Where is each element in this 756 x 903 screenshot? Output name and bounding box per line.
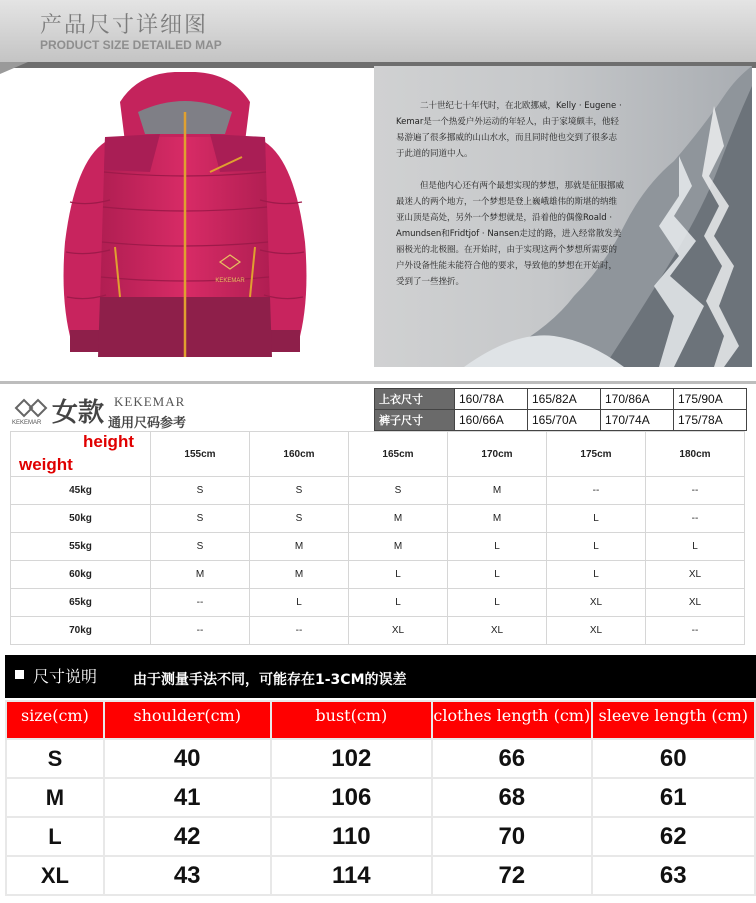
banner-title: 尺寸说明 bbox=[33, 667, 98, 686]
height-axis-label: height bbox=[83, 432, 134, 451]
size-cell: -- bbox=[250, 617, 349, 645]
size-cell: M bbox=[250, 533, 349, 561]
top-size-label: 上衣尺寸 bbox=[375, 389, 455, 410]
measurement-row bbox=[6, 739, 755, 778]
weight-cell: 70kg bbox=[11, 617, 151, 645]
size-label: L bbox=[6, 817, 104, 856]
size-reference-title: 通用尺码参考 bbox=[108, 416, 187, 431]
top-size-3: 170/86A bbox=[601, 389, 674, 410]
size-cell: L bbox=[547, 505, 646, 533]
jacket-image bbox=[20, 72, 350, 367]
size-cell: -- bbox=[151, 589, 250, 617]
size-cell: XL bbox=[547, 617, 646, 645]
header-title-cn: 产品尺寸详细图 bbox=[40, 13, 209, 38]
top-size-4: 175/90A bbox=[674, 389, 747, 410]
jacket-brand-text: KEKEMAR bbox=[215, 278, 245, 284]
bottom-size-1: 160/66A bbox=[455, 410, 528, 431]
header-bust: bust(cm) bbox=[271, 701, 433, 739]
size-cell: L bbox=[448, 561, 547, 589]
logo-caption: KEKEMAR bbox=[12, 420, 42, 426]
height-header: 165cm bbox=[349, 432, 448, 477]
general-size-table bbox=[374, 388, 747, 431]
sleeve-length-value: 60 bbox=[592, 739, 755, 778]
grid-corner bbox=[11, 432, 151, 477]
jacket-illustration bbox=[20, 72, 350, 367]
size-cell: S bbox=[151, 505, 250, 533]
grid-header-row bbox=[11, 432, 745, 477]
story-text bbox=[396, 98, 624, 306]
top-size-2: 165/82A bbox=[528, 389, 601, 410]
bust-value: 102 bbox=[271, 739, 433, 778]
clothes-length-value: 70 bbox=[432, 817, 591, 856]
measurement-row bbox=[6, 778, 755, 817]
bottom-size-4: 175/78A bbox=[674, 410, 747, 431]
measurement-table bbox=[5, 700, 756, 896]
grid-row bbox=[11, 505, 745, 533]
size-cell: M bbox=[349, 533, 448, 561]
bust-value: 114 bbox=[271, 856, 433, 895]
top-size-row bbox=[375, 389, 747, 410]
bullet-square-icon bbox=[15, 670, 24, 679]
size-cell: -- bbox=[646, 617, 745, 645]
bottom-size-row bbox=[375, 410, 747, 431]
shoulder-value: 40 bbox=[104, 739, 271, 778]
shoulder-value: 43 bbox=[104, 856, 271, 895]
sleeve-length-value: 63 bbox=[592, 856, 755, 895]
clothes-length-value: 66 bbox=[432, 739, 591, 778]
size-cell: L bbox=[547, 561, 646, 589]
size-cell: S bbox=[151, 533, 250, 561]
size-cell: XL bbox=[646, 561, 745, 589]
size-label: XL bbox=[6, 856, 104, 895]
grid-row bbox=[11, 477, 745, 505]
height-weight-grid bbox=[10, 431, 745, 645]
page-header bbox=[0, 0, 756, 62]
weight-cell: 45kg bbox=[11, 477, 151, 505]
bottom-size-label: 裤子尺寸 bbox=[375, 410, 455, 431]
shoulder-value: 41 bbox=[104, 778, 271, 817]
size-cell: -- bbox=[151, 617, 250, 645]
size-cell: L bbox=[646, 533, 745, 561]
weight-cell: 55kg bbox=[11, 533, 151, 561]
shoulder-value: 42 bbox=[104, 817, 271, 856]
size-label: S bbox=[6, 739, 104, 778]
bottom-size-3: 170/74A bbox=[601, 410, 674, 431]
brand-story-panel bbox=[374, 66, 752, 367]
weight-cell: 60kg bbox=[11, 561, 151, 589]
story-paragraph-2: 但是他内心还有两个最想实现的梦想，那就是征服挪威最迷人的两个地方，一个梦想是登上巍峨雄伟的斯堪的纳维亚山顶是高处，另外一个梦想就是，沿着他的偶像Roald · Amundsen和Fridtjof · Nansen走过的路，进入经常散发美丽极光的北极圈。在开始时，由于实现这两个梦想所需要的户外设备性能未能符合他的要求，导致他的梦想在开始时，受到了一些挫折。 bbox=[396, 181, 625, 287]
header-sleeve-length: sleeve length (cm) bbox=[592, 701, 755, 739]
size-cell: -- bbox=[646, 505, 745, 533]
size-cell: L bbox=[349, 561, 448, 589]
size-cell: L bbox=[349, 589, 448, 617]
size-cell: M bbox=[151, 561, 250, 589]
size-cell: -- bbox=[646, 477, 745, 505]
size-note-banner bbox=[5, 655, 756, 698]
section-divider bbox=[0, 381, 756, 384]
size-cell: M bbox=[250, 561, 349, 589]
size-cell: L bbox=[448, 533, 547, 561]
size-cell: L bbox=[547, 533, 646, 561]
measurement-row bbox=[6, 856, 755, 895]
size-cell: M bbox=[448, 477, 547, 505]
brand-block bbox=[12, 392, 212, 432]
height-header: 170cm bbox=[448, 432, 547, 477]
story-paragraph-1: 二十世纪七十年代时，在北欧挪威，Kelly · Eugene · Kemar是一个热爱户外运动的年轻人，由于家境颇丰，他轻易游遍了很多挪威的山山水水，而且同时他也交到了很多志于此道的同道中人。 bbox=[396, 101, 622, 159]
height-header: 180cm bbox=[646, 432, 745, 477]
size-cell: S bbox=[151, 477, 250, 505]
clothes-length-value: 68 bbox=[432, 778, 591, 817]
grid-row bbox=[11, 589, 745, 617]
size-cell: XL bbox=[448, 617, 547, 645]
bust-value: 106 bbox=[271, 778, 433, 817]
size-cell: M bbox=[349, 505, 448, 533]
header-size: size(cm) bbox=[6, 701, 104, 739]
weight-axis-label: weight bbox=[19, 455, 73, 474]
height-header: 155cm bbox=[151, 432, 250, 477]
header-clothes-length: clothes length (cm) bbox=[432, 701, 591, 739]
header-title-en: PRODUCT SIZE DETAILED MAP bbox=[40, 38, 222, 52]
brand-name: KEKEMAR bbox=[114, 394, 186, 409]
grid-row bbox=[11, 561, 745, 589]
size-cell: S bbox=[349, 477, 448, 505]
weight-cell: 50kg bbox=[11, 505, 151, 533]
clothes-length-value: 72 bbox=[432, 856, 591, 895]
measurement-row bbox=[6, 817, 755, 856]
size-cell: XL bbox=[349, 617, 448, 645]
sleeve-length-value: 62 bbox=[592, 817, 755, 856]
header-shoulder: shoulder(cm) bbox=[104, 701, 271, 739]
size-cell: -- bbox=[547, 477, 646, 505]
height-header: 160cm bbox=[250, 432, 349, 477]
weight-cell: 65kg bbox=[11, 589, 151, 617]
bust-value: 110 bbox=[271, 817, 433, 856]
measurement-header-row bbox=[6, 701, 755, 739]
size-cell: L bbox=[250, 589, 349, 617]
size-cell: M bbox=[448, 505, 547, 533]
size-cell: L bbox=[448, 589, 547, 617]
size-cell: S bbox=[250, 477, 349, 505]
banner-note: 由于测量手法不同，可能存在1-3CM的误差 bbox=[133, 672, 407, 688]
height-header: 175cm bbox=[547, 432, 646, 477]
grid-row bbox=[11, 617, 745, 645]
size-cell: XL bbox=[646, 589, 745, 617]
size-label: M bbox=[6, 778, 104, 817]
size-cell: S bbox=[250, 505, 349, 533]
womens-label: 女款 bbox=[52, 398, 105, 428]
bottom-size-2: 165/70A bbox=[528, 410, 601, 431]
top-size-1: 160/78A bbox=[455, 389, 528, 410]
kekemar-logo-icon bbox=[12, 396, 52, 420]
size-cell: XL bbox=[547, 589, 646, 617]
grid-row bbox=[11, 533, 745, 561]
sleeve-length-value: 61 bbox=[592, 778, 755, 817]
